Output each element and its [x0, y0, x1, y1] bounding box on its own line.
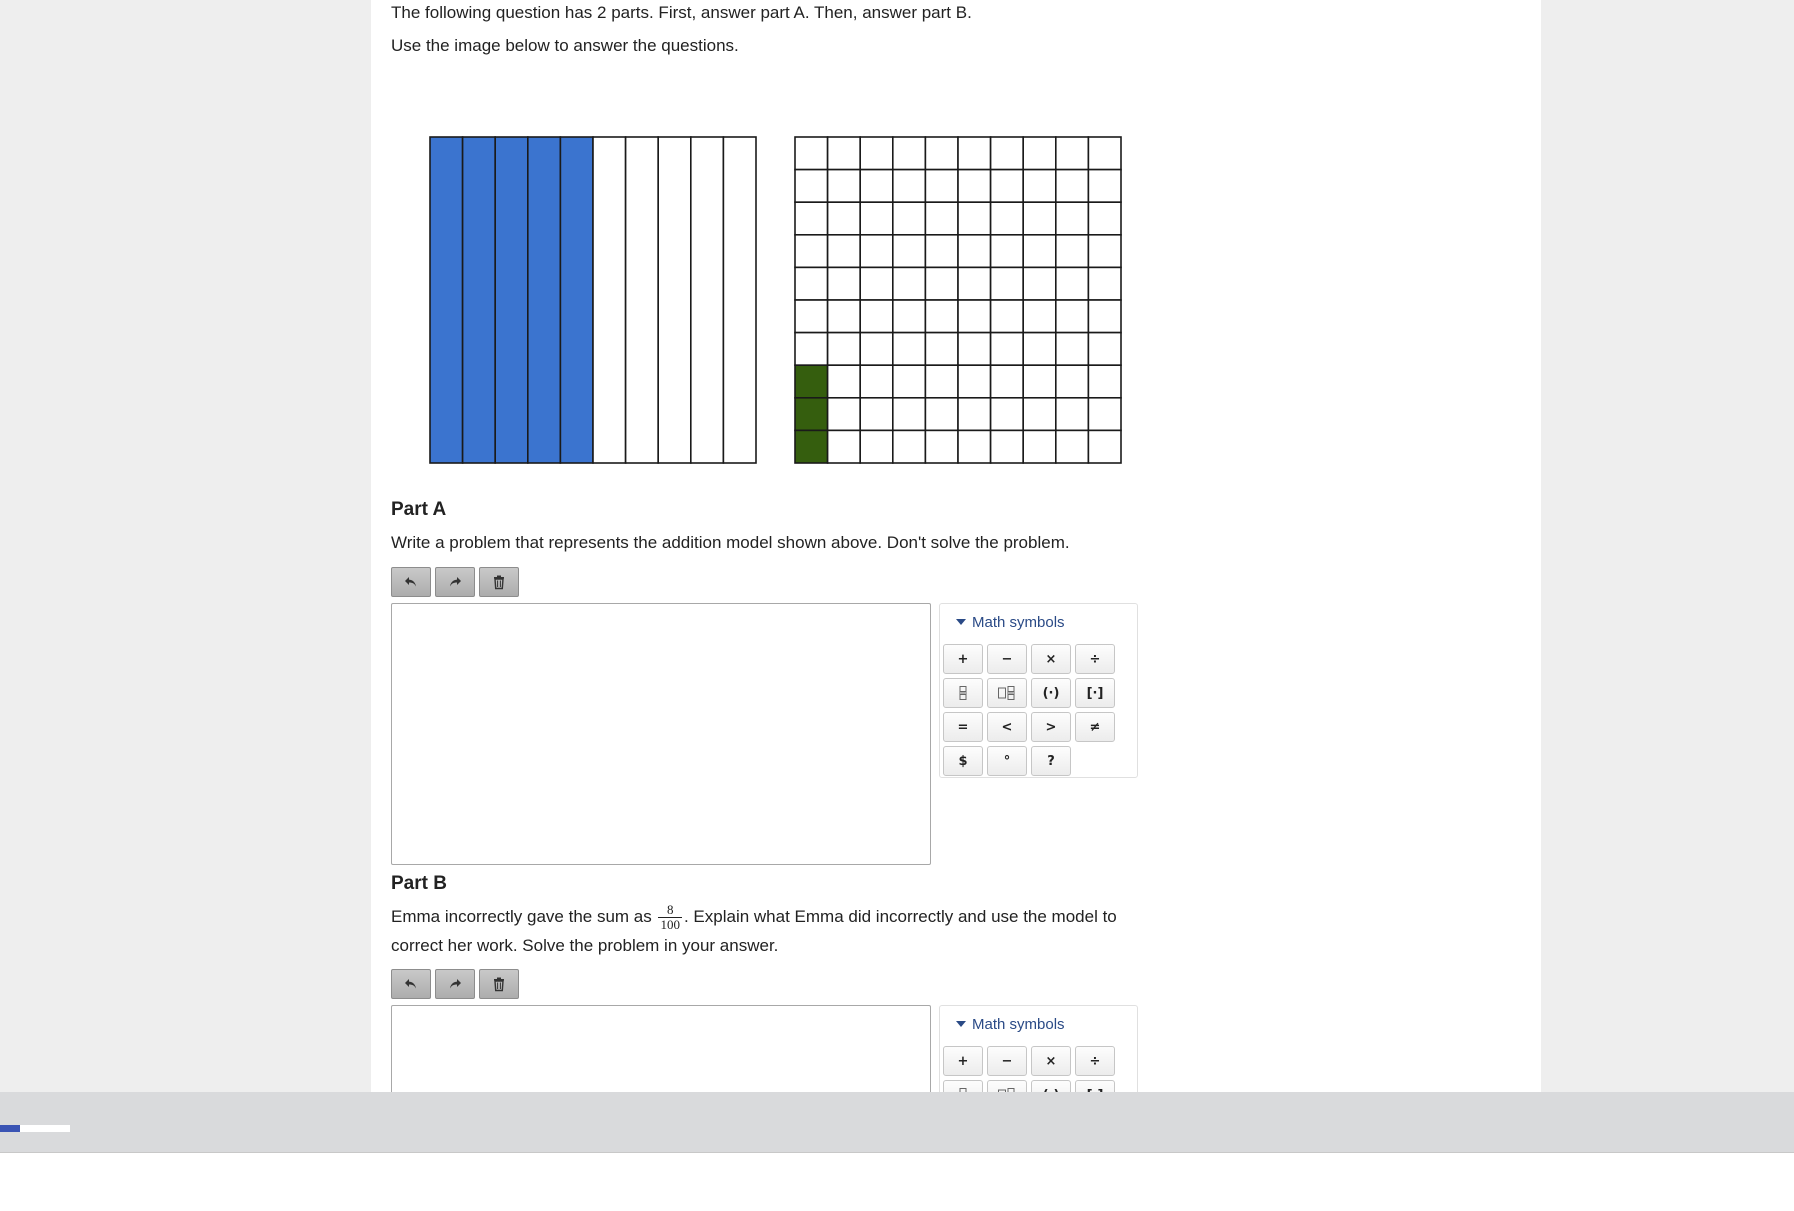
- trash-icon: [491, 976, 507, 992]
- math-symbols-grid: [940, 640, 1137, 782]
- image-instruction: Use the image below to answer the questions.: [391, 36, 739, 55]
- redo-button[interactable]: [435, 969, 475, 999]
- times-symbol-button[interactable]: ×: [1031, 644, 1071, 674]
- hundredth-cell: [860, 267, 893, 300]
- hundredth-cell: [958, 365, 991, 398]
- hundredth-cell: [925, 202, 958, 235]
- fraction-numerator: 8: [658, 903, 682, 918]
- shaded-hundredth-cell: [795, 398, 828, 431]
- bottom-blank-area: [0, 1153, 1794, 1211]
- hundredth-cell: [828, 202, 861, 235]
- hundredth-cell: [1023, 235, 1056, 268]
- undo-icon: [403, 976, 419, 992]
- greater-than-symbol-button[interactable]: >: [1031, 712, 1071, 742]
- hundredth-cell: [828, 170, 861, 203]
- hundredth-cell: [1088, 430, 1121, 463]
- hundredth-cell: [828, 235, 861, 268]
- shaded-tenth-column: [528, 137, 561, 463]
- parentheses-button[interactable]: [1031, 678, 1071, 708]
- equals-symbol-button[interactable]: =: [943, 712, 983, 742]
- part-a-answer-box[interactable]: [391, 603, 931, 865]
- hundredth-cell: [958, 398, 991, 431]
- tenths-model: [430, 137, 756, 463]
- hundredth-cell: [795, 235, 828, 268]
- hundredth-cell: [860, 365, 893, 398]
- hundredth-cell: [1088, 398, 1121, 431]
- progress-bar-fill: [0, 1125, 20, 1132]
- hundredth-cell: [828, 398, 861, 431]
- shaded-hundredth-cell: [795, 365, 828, 398]
- hundredth-cell: [860, 300, 893, 333]
- hundredths-model: [795, 137, 1121, 463]
- parentheses-icon: (·): [1042, 685, 1060, 701]
- hundredth-cell: [893, 235, 926, 268]
- hundredth-cell: [958, 202, 991, 235]
- hundredth-cell: [1023, 300, 1056, 333]
- hundredth-cell: [991, 137, 1024, 170]
- hundredth-cell: [828, 137, 861, 170]
- hundredth-cell: [893, 137, 926, 170]
- hundredth-cell: [925, 430, 958, 463]
- hundredth-cell: [991, 333, 1024, 366]
- hundredth-cell: [1023, 333, 1056, 366]
- hundredth-cell: [1023, 398, 1056, 431]
- hundredth-cell: [893, 300, 926, 333]
- hundredth-cell: [1056, 300, 1089, 333]
- brackets-icon: [·]: [1086, 685, 1104, 701]
- hundredth-cell: [1056, 267, 1089, 300]
- hundredth-cell: [958, 170, 991, 203]
- hundredth-cell: [925, 333, 958, 366]
- hundredth-cell: [1088, 267, 1121, 300]
- part-b-toolbar: [391, 969, 519, 999]
- hundredth-cell: [1056, 202, 1089, 235]
- hundredth-cell: [860, 202, 893, 235]
- clear-button[interactable]: [479, 969, 519, 999]
- part-b-prompt: [391, 903, 1151, 959]
- question-page: [371, 0, 1541, 1092]
- hundredth-cell: [991, 235, 1024, 268]
- hundredth-cell: [828, 300, 861, 333]
- hundredth-cell: [925, 235, 958, 268]
- hundredth-cell: [1023, 267, 1056, 300]
- hundredth-cell: [1056, 333, 1089, 366]
- caret-down-icon: [956, 619, 966, 625]
- hundredth-cell: [1088, 333, 1121, 366]
- fraction-models-figure: [429, 136, 1149, 466]
- hundredth-cell: [991, 202, 1024, 235]
- fraction-button[interactable]: [943, 678, 983, 708]
- brackets-button[interactable]: [1075, 678, 1115, 708]
- plus-symbol-button[interactable]: +: [943, 1046, 983, 1076]
- part-b-title: Part B: [391, 873, 447, 894]
- hundredth-cell: [828, 365, 861, 398]
- hundredth-cell: [795, 202, 828, 235]
- dollar-symbol-button[interactable]: $: [943, 746, 983, 776]
- tenth-column: [658, 137, 691, 463]
- less-than-symbol-button[interactable]: <: [987, 712, 1027, 742]
- hundredth-cell: [991, 267, 1024, 300]
- shaded-hundredth-cell: [795, 430, 828, 463]
- question-intro: The following question has 2 parts. First, answer part A. Then, answer part B.: [391, 3, 972, 22]
- hundredth-cell: [1088, 137, 1121, 170]
- hundredth-cell: [991, 365, 1024, 398]
- hundredth-cell: [1056, 430, 1089, 463]
- hundredth-cell: [828, 430, 861, 463]
- clear-button[interactable]: [479, 567, 519, 597]
- tenth-column: [723, 137, 756, 463]
- math-symbols-label: Math symbols: [972, 1015, 1065, 1033]
- hundredth-cell: [860, 398, 893, 431]
- minus-symbol-button[interactable]: −: [987, 1046, 1027, 1076]
- minus-symbol-button[interactable]: −: [987, 644, 1027, 674]
- part-b-prompt-after: . Explain what Emma did incorrectly and use the model to correct her work. Solve the problem in your answer.: [391, 907, 1117, 956]
- redo-button[interactable]: [435, 567, 475, 597]
- shaded-tenth-column: [495, 137, 528, 463]
- hundredth-cell: [1056, 137, 1089, 170]
- fraction-denominator: 100: [660, 917, 680, 933]
- fraction-icon: [953, 685, 973, 701]
- progress-bar: [0, 1125, 70, 1132]
- math-symbols-toggle[interactable]: [940, 604, 1137, 640]
- mixed-number-icon: [997, 685, 1017, 701]
- redo-icon: [447, 574, 463, 590]
- part-a-math-symbols-panel: [939, 603, 1138, 778]
- hundredth-cell: [1023, 365, 1056, 398]
- not-equal-symbol-button[interactable]: ≠: [1075, 712, 1115, 742]
- hundredth-cell: [893, 267, 926, 300]
- part-a-toolbar: [391, 567, 519, 597]
- trash-icon: [491, 574, 507, 590]
- question-mark-symbol-button[interactable]: ?: [1031, 746, 1071, 776]
- part-a-title: Part A: [391, 499, 447, 520]
- hundredth-cell: [893, 202, 926, 235]
- hundredth-cell: [893, 170, 926, 203]
- degree-symbol-button[interactable]: °: [987, 746, 1027, 776]
- caret-down-icon: [956, 1021, 966, 1027]
- hundredth-cell: [795, 267, 828, 300]
- hundredth-cell: [925, 398, 958, 431]
- divide-symbol-button[interactable]: ÷: [1075, 644, 1115, 674]
- math-symbols-label: Math symbols: [972, 613, 1065, 631]
- undo-button[interactable]: [391, 567, 431, 597]
- tenth-column: [626, 137, 659, 463]
- part-a-answer-input[interactable]: [392, 604, 930, 864]
- math-symbols-toggle[interactable]: [940, 1006, 1137, 1042]
- times-symbol-button[interactable]: ×: [1031, 1046, 1071, 1076]
- hundredth-cell: [1023, 430, 1056, 463]
- hundredth-cell: [795, 137, 828, 170]
- hundredth-cell: [860, 170, 893, 203]
- hundredth-cell: [795, 170, 828, 203]
- hundredth-cell: [925, 170, 958, 203]
- hundredth-cell: [991, 398, 1024, 431]
- hundredth-cell: [958, 333, 991, 366]
- hundredth-cell: [893, 365, 926, 398]
- undo-button[interactable]: [391, 969, 431, 999]
- hundredth-cell: [925, 137, 958, 170]
- undo-icon: [403, 574, 419, 590]
- plus-symbol-button[interactable]: +: [943, 644, 983, 674]
- hundredth-cell: [860, 430, 893, 463]
- divide-symbol-button[interactable]: ÷: [1075, 1046, 1115, 1076]
- hundredth-cell: [958, 430, 991, 463]
- footer-bar: [0, 1092, 1794, 1153]
- hundredth-cell: [925, 365, 958, 398]
- hundredth-cell: [1088, 202, 1121, 235]
- hundredth-cell: [1056, 235, 1089, 268]
- sum-fraction: [658, 903, 682, 932]
- hundredth-cell: [1056, 398, 1089, 431]
- hundredth-cell: [991, 300, 1024, 333]
- hundredth-cell: [1056, 170, 1089, 203]
- hundredth-cell: [860, 137, 893, 170]
- hundredth-cell: [958, 235, 991, 268]
- redo-icon: [447, 976, 463, 992]
- hundredth-cell: [860, 235, 893, 268]
- tenth-column: [593, 137, 626, 463]
- hundredth-cell: [925, 300, 958, 333]
- hundredth-cell: [991, 170, 1024, 203]
- hundredth-cell: [1023, 170, 1056, 203]
- hundredth-cell: [1088, 300, 1121, 333]
- hundredth-cell: [860, 333, 893, 366]
- mixed-number-button[interactable]: [987, 678, 1027, 708]
- hundredth-cell: [1088, 235, 1121, 268]
- shaded-tenth-column: [463, 137, 496, 463]
- hundredth-cell: [795, 333, 828, 366]
- tenth-column: [691, 137, 724, 463]
- hundredth-cell: [925, 267, 958, 300]
- hundredth-cell: [958, 300, 991, 333]
- part-a-prompt: Write a problem that represents the addition model shown above. Don't solve the problem.: [391, 533, 1070, 552]
- hundredth-cell: [1023, 202, 1056, 235]
- hundredth-cell: [795, 300, 828, 333]
- hundredth-cell: [828, 333, 861, 366]
- shaded-tenth-column: [430, 137, 463, 463]
- hundredth-cell: [893, 430, 926, 463]
- hundredth-cell: [1088, 170, 1121, 203]
- hundredth-cell: [893, 398, 926, 431]
- hundredth-cell: [1088, 365, 1121, 398]
- part-b-prompt-before: Emma incorrectly gave the sum as: [391, 907, 657, 926]
- hundredth-cell: [958, 137, 991, 170]
- hundredth-cell: [991, 430, 1024, 463]
- hundredth-cell: [1056, 365, 1089, 398]
- hundredth-cell: [828, 267, 861, 300]
- hundredth-cell: [1023, 137, 1056, 170]
- hundredth-cell: [958, 267, 991, 300]
- shaded-tenth-column: [560, 137, 593, 463]
- hundredth-cell: [893, 333, 926, 366]
